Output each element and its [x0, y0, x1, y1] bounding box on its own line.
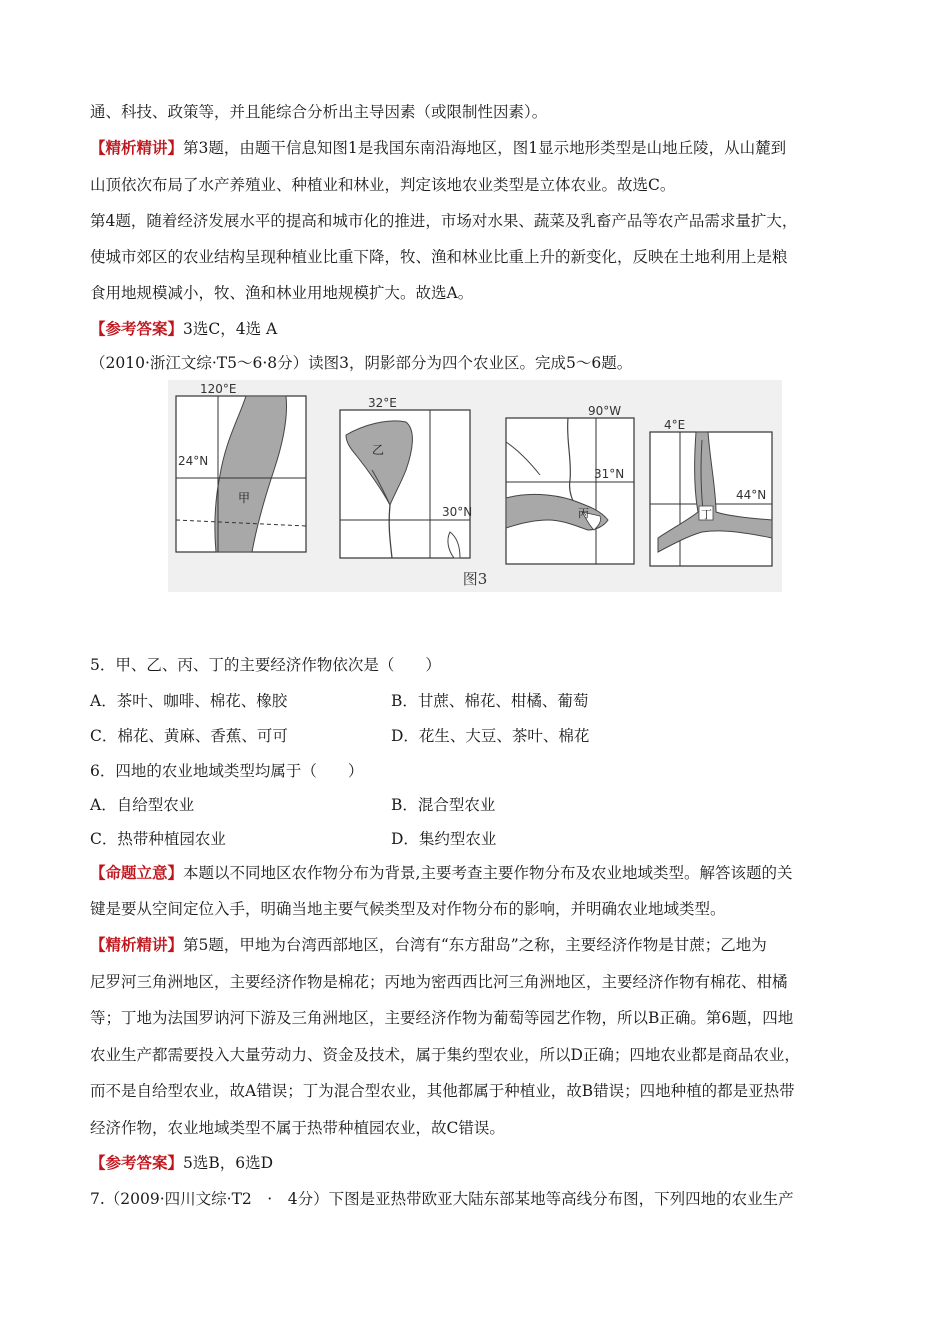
section-tag: 【精析精讲】 — [90, 138, 184, 157]
q6-option-b: B．混合型农业 — [391, 796, 496, 814]
map-bing — [506, 404, 634, 564]
section-tag: 【参考答案】 — [90, 1153, 184, 1172]
q5-option-a: A．茶叶、咖啡、棉花、橡胶 — [90, 692, 288, 710]
question-5-stem: 5．甲、乙、丙、丁的主要经济作物依次是（ ） — [90, 656, 441, 674]
figure-caption: 图3 — [462, 570, 488, 588]
text-line: 农业生产都需要投入大量劳动力、资金及技术，属于集约型农业，所以D正确；四地农业都是商品农业， — [90, 1046, 800, 1064]
q5-option-c: C．棉花、黄麻、香蕉、可可 — [90, 727, 288, 745]
figure-3 — [168, 380, 782, 592]
map-ding — [650, 418, 772, 566]
region-label-ding: 丁 — [701, 508, 712, 521]
section-tag: 【参考答案】 — [90, 319, 184, 338]
map-yi — [340, 396, 472, 558]
text-line: 而不是自给型农业，故A错误；丁为混合型农业，其他都属于种植业，故B错误；四地种植的都是亚热带 — [90, 1082, 795, 1100]
q6-option-a: A．自给型农业 — [90, 796, 195, 814]
question-6-stem: 6．四地的农业地域类型均属于（ ） — [90, 762, 364, 780]
q6-option-c: C．热带种植园农业 — [90, 830, 226, 848]
lon-label: 90°W — [588, 404, 622, 418]
region-label-yi: 乙 — [372, 443, 385, 457]
answer-line: 【参考答案】5选B，6选D — [90, 1153, 274, 1172]
question-7-stem: 7.（2009·四川文综·T2 · 4分）下图是亚热带欧亚大陆东部某地等高线分布图，下列四地的农业生产 — [90, 1190, 794, 1208]
lon-label: 4°E — [664, 418, 686, 432]
q5-option-d: D．花生、大豆、茶叶、棉花 — [391, 727, 590, 745]
lat-label: 24°N — [178, 454, 209, 468]
q6-option-d: D．集约型农业 — [391, 830, 497, 848]
text-line: 【精析精讲】第3题，由题干信息知图1是我国东南沿海地区，图1显示地形类型是山地丘陵，从山麓到 — [90, 138, 787, 157]
region-label-bing: 丙 — [578, 507, 589, 520]
text-line: 等；丁地为法国罗讷河下游及三角洲地区，主要经济作物为葡萄等园艺作物，所以B正确。第6题，四地 — [90, 1009, 794, 1027]
q5-option-b: B．甘蔗、棉花、柑橘、葡萄 — [391, 692, 589, 710]
answer-line: 【参考答案】3选C，4选 A — [90, 319, 278, 338]
lat-label: 31°N — [594, 467, 625, 481]
text-line: 键是要从空间定位入手，明确当地主要气候类型及对作物分布的影响，并明确农业地域类型。 — [90, 900, 726, 918]
lat-label: 44°N — [736, 488, 767, 502]
text-line: 山顶依次布局了水产养殖业、种植业和林业，判定该地农业类型是立体农业。故选C。 — [90, 176, 676, 194]
text-line: 尼罗河三角洲地区，主要经济作物是棉花；丙地为密西西比河三角洲地区，主要经济作物有棉花、柑橘 — [90, 973, 788, 991]
text-line: 【命题立意】本题以不同地区农作物分布为背景,主要考查主要作物分布及农业地域类型。解答该题的关 — [90, 863, 793, 882]
text-line: 通、科技、政策等，并且能综合分析出主导因素（或限制性因素）。 — [90, 103, 548, 121]
lon-label: 32°E — [368, 396, 397, 410]
map-jia — [176, 382, 306, 552]
question-intro: （2010·浙江文综·T5～6·8分）读图3，阴影部分为四个农业区。完成5～6题。 — [90, 354, 633, 372]
text-line: 使城市郊区的农业结构呈现种植业比重下降，牧、渔和林业比重上升的新变化，反映在土地利用上是粮 — [90, 248, 788, 266]
lon-label: 120°E — [200, 382, 237, 396]
text-line: 经济作物，农业地域类型不属于热带种植园农业，故C错误。 — [90, 1119, 505, 1137]
region-label-jia: 甲 — [238, 491, 251, 505]
text-line: 第4题，随着经济发展水平的提高和城市化的推进，市场对水果、蔬菜及乳畜产品等农产品需求量扩大， — [90, 212, 798, 230]
lat-label: 30°N — [442, 505, 473, 519]
section-tag: 【命题立意】 — [90, 863, 184, 882]
text-line: 【精析精讲】第5题，甲地为台湾西部地区，台湾有“东方甜岛”之称，主要经济作物是甘蔗；乙地为 — [90, 935, 767, 954]
section-tag: 【精析精讲】 — [90, 935, 184, 954]
text-line: 食用地规模减小，牧、渔和林业用地规模扩大。故选A。 — [90, 284, 474, 302]
